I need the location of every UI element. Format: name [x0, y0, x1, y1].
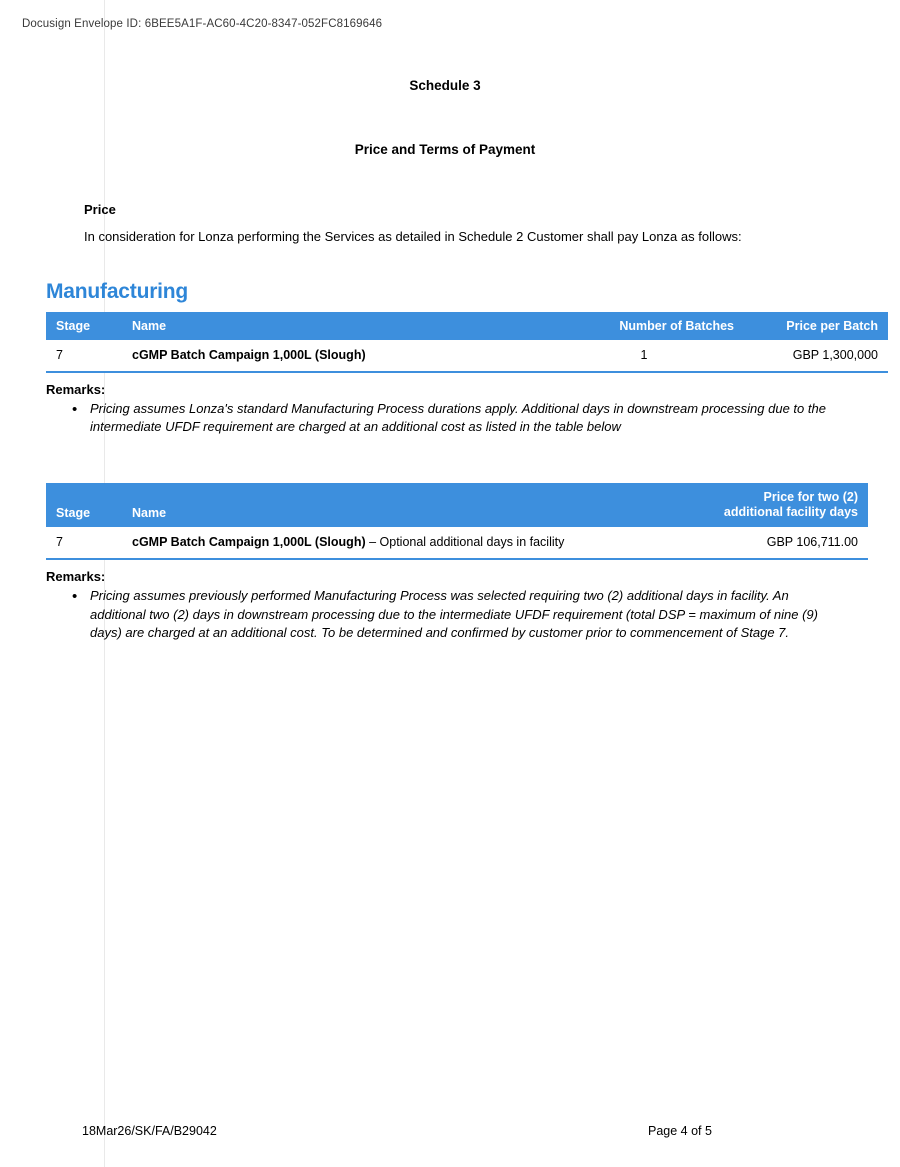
footer-page-number: Page 4 of 5	[648, 1124, 712, 1138]
table-2-cell-name	[122, 527, 706, 559]
table-2-col-price-line2: additional facility days	[723, 505, 858, 520]
table-2-col-price-line1: Price for two (2)	[763, 489, 858, 504]
table-2-col-stage: Stage	[46, 483, 122, 528]
table-row	[46, 340, 888, 372]
price-section-intro: In consideration for Lonza performing the Services as detailed in Schedule 2 Customer shall pay Lonza as follows:	[84, 229, 742, 244]
table-2-cell-price: GBP 106,711.00	[706, 527, 868, 559]
table-row	[46, 527, 868, 559]
table-1-cell-stage: 7	[46, 340, 122, 372]
table-2-body	[46, 527, 868, 559]
table-spacer	[0, 437, 900, 483]
table-1-body	[46, 340, 888, 372]
document-body	[0, 78, 900, 643]
table-1-cell-price: GBP 1,300,000	[744, 340, 888, 372]
table-2-cell-stage: 7	[46, 527, 122, 559]
table-2-header-row	[46, 483, 868, 528]
docusign-envelope-id: Docusign Envelope ID: 6BEE5A1F-AC60-4C20-8347-052FC8169646	[22, 18, 383, 30]
table-2-remarks-list	[46, 587, 900, 642]
table-1-remarks-list	[46, 400, 900, 437]
table-2-col-price	[544, 483, 868, 528]
table-2-remarks-title: Remarks:	[46, 569, 106, 585]
table-1-header-row	[46, 312, 888, 340]
footer-reference: 18Mar26/SK/FA/B29042	[82, 1124, 217, 1138]
table-2-cell-name-suffix: – Optional additional days in facility	[365, 535, 565, 550]
table-1-col-name: Name	[122, 312, 544, 340]
table-1-col-batches: Number of Batches	[544, 312, 744, 340]
price-section-label: Price	[84, 202, 116, 217]
table-2-cell-name-main: cGMP Batch Campaign 1,000L (Slough)	[132, 535, 366, 550]
list-item: • Pricing assumes Lonza's standard Manufacturing Process durations apply. Additional days in downstream processing due to the intermediate UFDF requirement are charged at an additional cost as listed in the table below	[72, 400, 830, 437]
additional-days-price-table	[46, 483, 868, 561]
table-1-col-stage: Stage	[46, 312, 122, 340]
table-1-col-price: Price per Batch	[744, 312, 888, 340]
price-section	[84, 202, 814, 246]
manufacturing-heading: Manufacturing	[46, 279, 189, 303]
table-2-header	[46, 483, 868, 528]
table-1-remarks-title: Remarks:	[46, 381, 106, 397]
table-2-col-name: Name	[122, 483, 544, 528]
page-title: Schedule 3	[409, 78, 481, 93]
table-1-header	[46, 312, 888, 340]
table-1-cell-batches: 1	[544, 340, 744, 372]
table-1-cell-name: cGMP Batch Campaign 1,000L (Slough)	[122, 340, 544, 372]
manufacturing-price-table	[46, 312, 888, 373]
page-subtitle: Price and Terms of Payment	[354, 142, 536, 157]
list-item: • Pricing assumes previously performed Manufacturing Process was selected requiring two (2) additional days in facility. An additional two (2) days in downstream processing due to the intermediate UFDF requirement (total DSP = maximum of nine (9) days) are charged at an additional cost. To be determined and confirmed by customer prior to commencement of Stage 7.	[72, 587, 830, 642]
